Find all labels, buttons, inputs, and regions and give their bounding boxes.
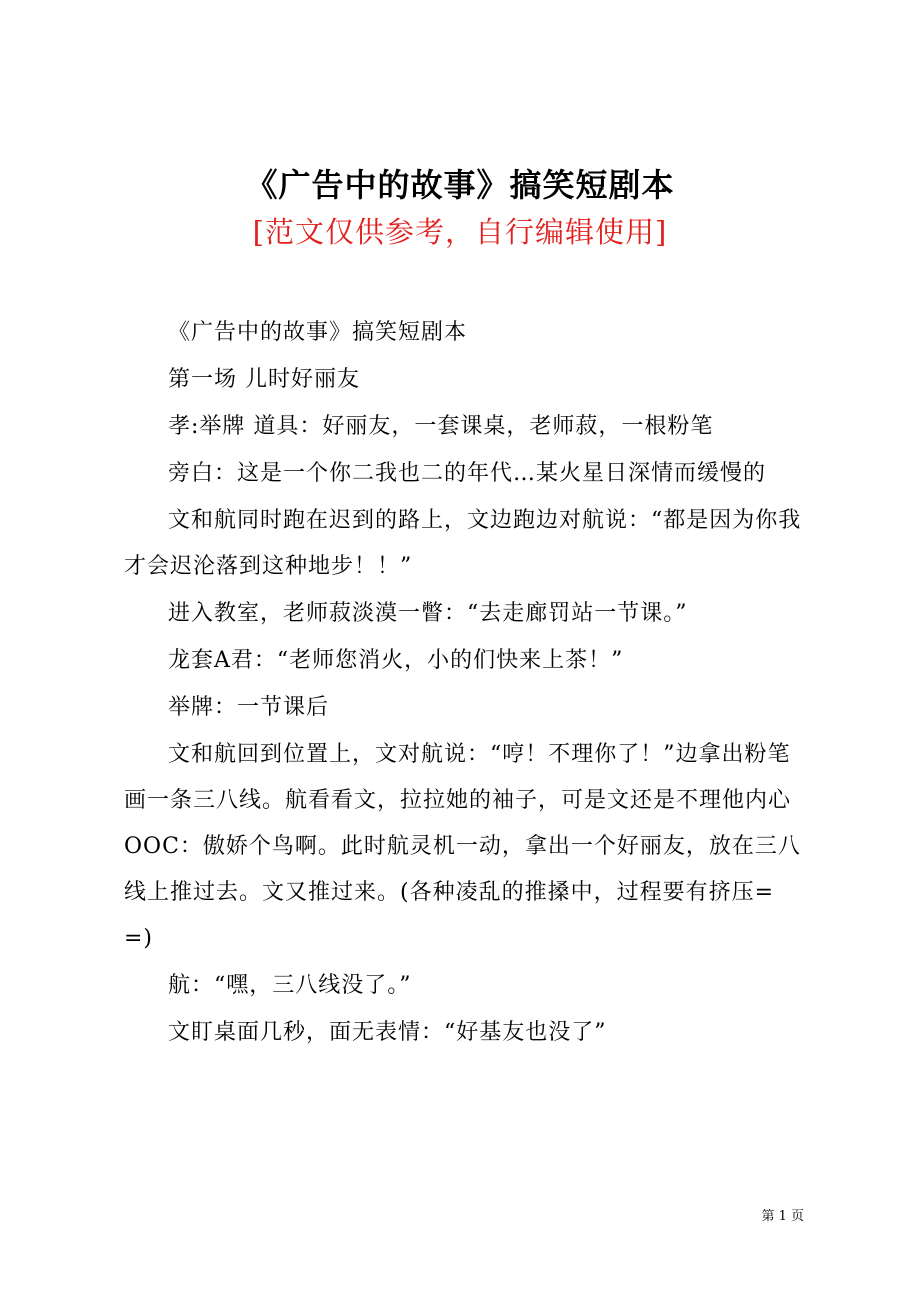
paragraph: 旁白：这是一个你二我也二的年代…某火星日深情而缓慢的 xyxy=(168,461,767,486)
document-title: 《广告中的故事》搞笑短剧本 xyxy=(245,166,675,204)
paragraph: 孝:举牌 道具：好丽友，一套课桌，老师菽，一根粉笔 xyxy=(168,414,714,439)
paragraph: 龙套A君：“老师您消火，小的们快来上茶！” xyxy=(168,648,624,673)
document-subtitle: [范文仅供参考，自行编辑使用] xyxy=(252,215,668,249)
paragraph: 《广告中的故事》搞笑短剧本 xyxy=(168,320,468,345)
paragraph: 文和航同时跑在迟到的路上，文边跑边对航说：“都是因为你我才会迟沦落到这种地步！！” xyxy=(124,508,802,579)
page-number: 第 1 页 xyxy=(761,1209,804,1224)
paragraph: 文和航回到位置上，文对航说：“哼！不理你了！”边拿出粉笔画一条三八线。航看看文，拉拉她的袖子，可是文还是不理他内心OOC：傲娇个鸟啊。此时航灵机一动，拿出一个好丽友，放在三八线上推过去。文又推过来。(各种凌乱的推搡中，过程要有挤压= =) xyxy=(124,742,801,951)
document-body xyxy=(124,310,804,1057)
paragraph: 航：“嘿，三八线没了。” xyxy=(168,973,412,998)
paragraph: 举牌：一节课后 xyxy=(168,695,330,720)
paragraph: 进入教室，老师菽淡漠一瞥：“去走廊罚站一节课。” xyxy=(168,601,688,626)
paragraph: 文盯桌面几秒，面无表情：“好基友也没了” xyxy=(168,1020,607,1045)
paragraph: 第一场 儿时好丽友 xyxy=(168,367,360,392)
